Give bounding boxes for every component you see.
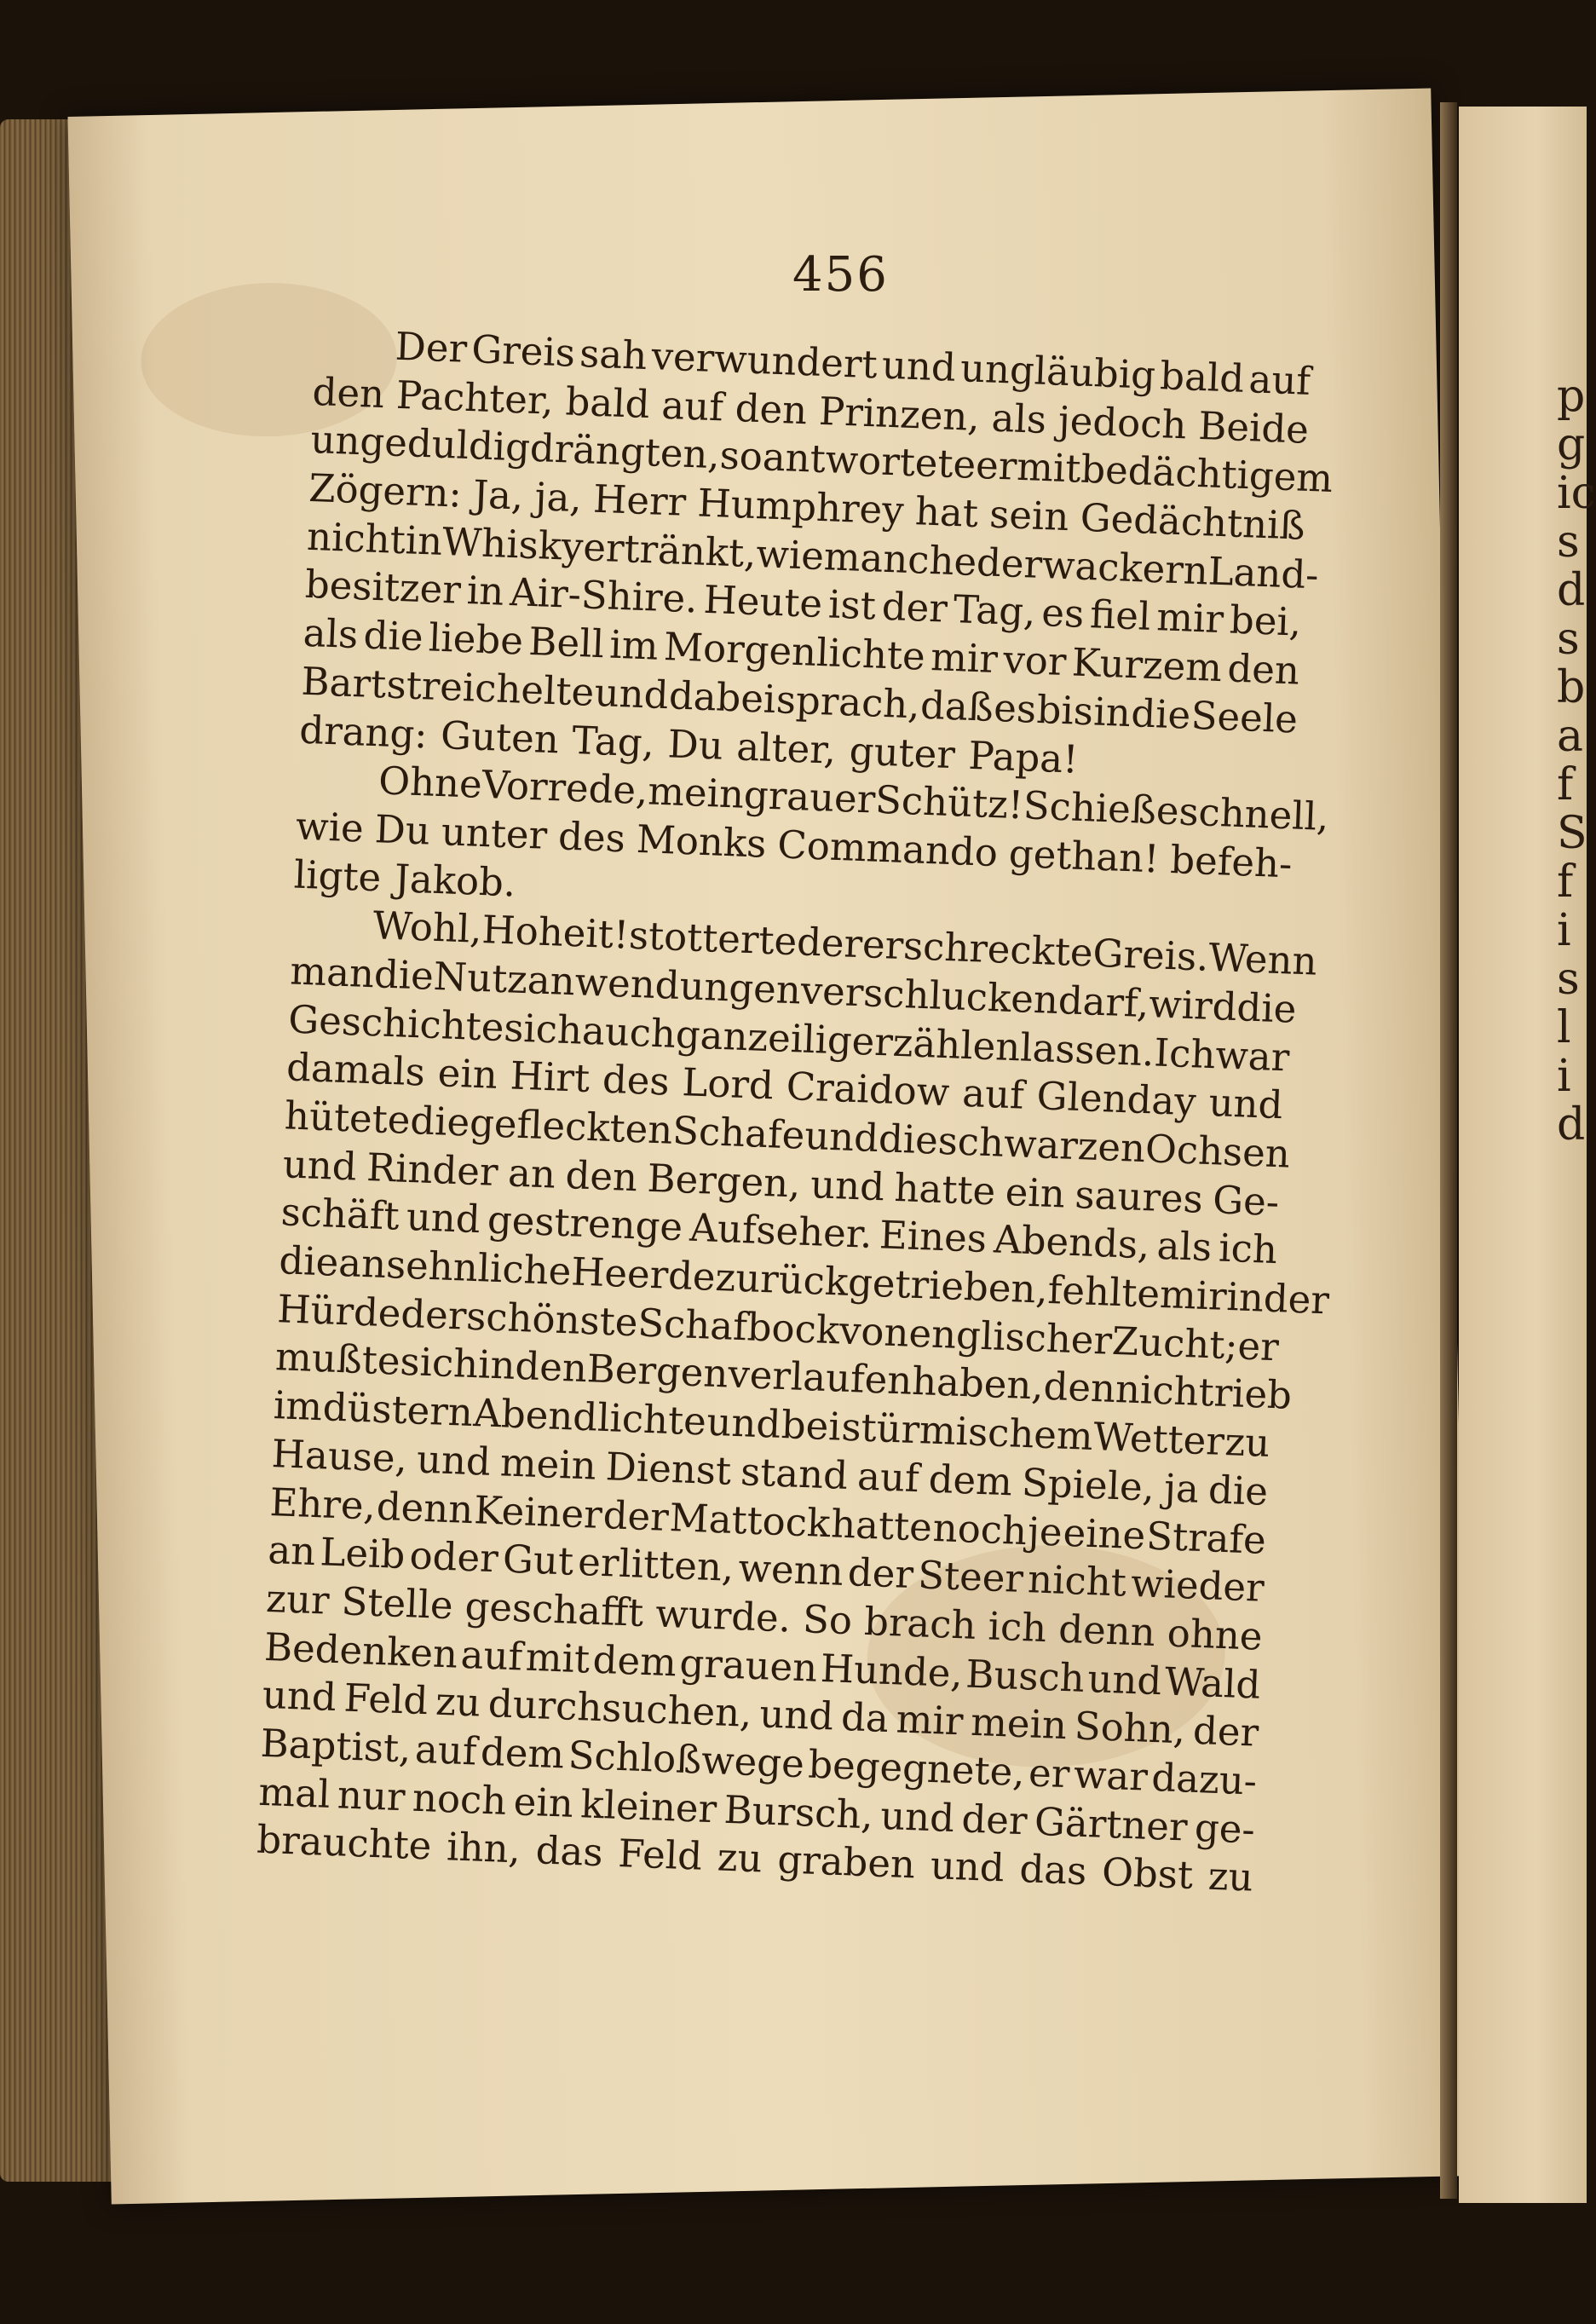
text-line: Baptist, auf dem Schloßwege begegnete, er war dazu-: [259, 1720, 1258, 1804]
facing-page-edge: [1459, 107, 1596, 2203]
text-line: Ehre, denn Keiner der Mattock hatte noch je eine Strafe: [268, 1479, 1267, 1563]
text-line: Ohne Vorrede, mein grauer Schütz! Schieße schnell,: [377, 758, 1330, 840]
text-line: Bart streichelte und dabei sprach, daß es bis in die Seele: [300, 658, 1299, 742]
text-line: ungeduldig drängten, so antwortete er mit bedächtigem: [309, 417, 1334, 502]
facing-page-fragment: s: [1557, 614, 1580, 665]
facing-page-fragment: s: [1557, 516, 1580, 568]
facing-page-fragment: d: [1557, 565, 1586, 616]
text-line: und Feld zu durchsuchen, und da mir mein Sohn, der: [261, 1672, 1260, 1756]
text-line: Hürde der schönste Schafbock von englischer Zucht; er: [276, 1285, 1280, 1370]
page-number: 456: [792, 247, 889, 303]
facing-page-fragment: d: [1557, 1099, 1586, 1150]
text-line: wie Du unter des Monks Commando gethan! befeh-: [295, 803, 1294, 887]
facing-page-fragment: f: [1557, 856, 1574, 908]
text-line: Geschichte sich auch ganz eilig erzählen lassen. Ich war: [287, 996, 1291, 1081]
facing-page-fragment: l: [1557, 1002, 1571, 1053]
text-line: die ansehnliche Heerde zurückgetrieben, fehlte mir in der: [278, 1237, 1330, 1323]
text-line: an Leib oder Gut erlitten, wenn der Steer nicht wieder: [267, 1527, 1265, 1612]
body-text: [256, 320, 1334, 1903]
text-line: Wohl, Hoheit! stotterte der erschreckte Greis. Wenn: [372, 902, 1318, 984]
facing-page-fragment: i: [1557, 1051, 1571, 1102]
text-line: und Rinder an den Bergen, und hatte ein saures Ge-: [281, 1140, 1281, 1225]
text-line: Der Greis sah verwundert und ungläubig bald auf: [394, 323, 1312, 404]
text-line: mal nur noch ein kleiner Bursch, und der Gärtner ge-: [257, 1768, 1256, 1853]
facing-page-fragment: b: [1557, 662, 1586, 713]
book-gutter: [1440, 102, 1457, 2199]
facing-page-fragment: a: [1557, 711, 1584, 762]
text-line: ligte Jakob.: [292, 851, 517, 906]
facing-page-fragment: p: [1557, 371, 1586, 422]
facing-page-fragment: f: [1557, 759, 1574, 810]
text-line: Bedenken auf mit dem grauen Hunde, Busch und Wald: [263, 1623, 1262, 1708]
facing-page-fragment: i: [1557, 905, 1571, 956]
text-line: im düstern Abendlichte und bei stürmischem Wetter zu: [273, 1382, 1271, 1467]
facing-page-fragment: g: [1557, 419, 1586, 470]
text-line: als die liebe Bell im Morgenlichte mir vor Kurzem den: [302, 609, 1300, 694]
text-line: damals ein Hirt des Lord Craidow auf Glenday und: [285, 1044, 1284, 1128]
facing-page-fragment: S: [1557, 808, 1587, 859]
text-line: brauchte ihn, das Feld zu graben und das Obst zu: [256, 1817, 1254, 1900]
text-line: drang: Guten Tag, Du alter, guter Papa!: [298, 706, 1080, 782]
text-line: den Pachter, bald auf den Prinzen, als jedoch Beide: [311, 368, 1310, 453]
text-line: mußte sich in den Bergen verlaufen haben, denn ich trieb: [274, 1334, 1293, 1419]
text-line: man die Nutzanwendungen verschlucken darf, wird die: [289, 948, 1298, 1032]
facing-page-fragment: s: [1557, 954, 1580, 1005]
text-line: zur Stelle geschafft wurde. So brach ich denn ohne: [265, 1575, 1264, 1659]
facing-page-fragment: ic: [1557, 468, 1596, 519]
text-line: nicht in Whisky ertränkt, wie manche der wackern Land-: [306, 513, 1320, 598]
text-line: Zögern: Ja, ja, Herr Humphrey hat sein Gedächtniß: [308, 464, 1306, 549]
text-line: besitzer in Air-Shire. Heute ist der Tag, es fiel mir bei,: [304, 562, 1303, 646]
text-line: Hause, und mein Dienst stand auf dem Spiele, ja die: [270, 1430, 1269, 1514]
text-line: schäft und gestrenge Aufseher. Eines Abends, als ich: [279, 1189, 1278, 1273]
text-line: hütete die gefleckten Schafe und die schwarzen Ochsen: [284, 1093, 1291, 1177]
